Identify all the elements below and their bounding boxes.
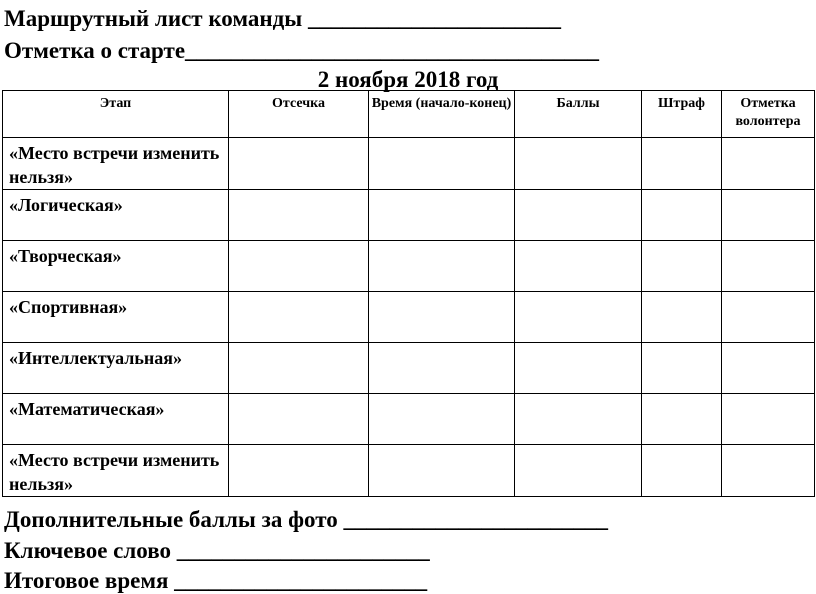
volunteer-mark-cell[interactable] (722, 241, 815, 292)
volunteer-mark-cell[interactable] (722, 190, 815, 241)
volunteer-mark-cell[interactable] (722, 445, 815, 497)
stage-cell: «Интеллектуальная» (3, 343, 229, 394)
cutoff-cell[interactable] (229, 138, 369, 190)
cutoff-cell[interactable] (229, 190, 369, 241)
time-cell[interactable] (369, 343, 515, 394)
points-cell[interactable] (515, 292, 642, 343)
date-title: 2 ноября 2018 год (317, 67, 499, 92)
points-cell[interactable] (515, 394, 642, 445)
table-header-row (3, 91, 815, 138)
penalty-cell[interactable] (642, 394, 722, 445)
column-header: Отсечка (229, 91, 369, 138)
team-line: Маршрутный лист команды ______________________ (4, 6, 561, 31)
penalty-cell[interactable] (642, 190, 722, 241)
time-cell[interactable] (369, 190, 515, 241)
penalty-cell[interactable] (642, 445, 722, 497)
volunteer-mark-cell[interactable] (722, 138, 815, 190)
penalty-cell[interactable] (642, 241, 722, 292)
time-cell[interactable] (369, 292, 515, 343)
column-header: Время (начало-конец) (369, 91, 515, 138)
points-cell[interactable] (515, 138, 642, 190)
volunteer-mark-cell[interactable] (722, 292, 815, 343)
stage-cell: «Место встречи изменить нельзя» (3, 445, 229, 497)
cutoff-cell[interactable] (229, 343, 369, 394)
cutoff-cell[interactable] (229, 394, 369, 445)
penalty-cell[interactable] (642, 138, 722, 190)
stage-cell: «Творческая» (3, 241, 229, 292)
route-table (2, 90, 815, 497)
start-mark-line: Отметка о старте____________________________________ (4, 38, 600, 63)
time-cell[interactable] (369, 445, 515, 497)
column-header: Этап (3, 91, 229, 138)
column-header: Отметка волонтера (722, 91, 815, 138)
table-row (3, 190, 815, 241)
table-row (3, 138, 815, 190)
photo-points-line: Дополнительные баллы за фото _______________________ (4, 507, 608, 532)
column-header: Штраф (642, 91, 722, 138)
cutoff-cell[interactable] (229, 292, 369, 343)
stage-cell: «Математическая» (3, 394, 229, 445)
points-cell[interactable] (515, 343, 642, 394)
stage-cell: «Логическая» (3, 190, 229, 241)
column-header: Баллы (515, 91, 642, 138)
cutoff-cell[interactable] (229, 445, 369, 497)
time-cell[interactable] (369, 394, 515, 445)
stage-cell: «Спортивная» (3, 292, 229, 343)
volunteer-mark-cell[interactable] (722, 394, 815, 445)
points-cell[interactable] (515, 445, 642, 497)
points-cell[interactable] (515, 241, 642, 292)
table-row (3, 343, 815, 394)
points-cell[interactable] (515, 190, 642, 241)
penalty-cell[interactable] (642, 343, 722, 394)
table-row (3, 241, 815, 292)
penalty-cell[interactable] (642, 292, 722, 343)
stage-cell: «Место встречи изменить нельзя» (3, 138, 229, 190)
table-row (3, 292, 815, 343)
final-time-line: Итоговое время ______________________ (4, 568, 428, 593)
table-row (3, 394, 815, 445)
time-cell[interactable] (369, 241, 515, 292)
table-row (3, 445, 815, 497)
time-cell[interactable] (369, 138, 515, 190)
keyword-line: Ключевое слово ______________________ (4, 538, 430, 563)
volunteer-mark-cell[interactable] (722, 343, 815, 394)
cutoff-cell[interactable] (229, 241, 369, 292)
